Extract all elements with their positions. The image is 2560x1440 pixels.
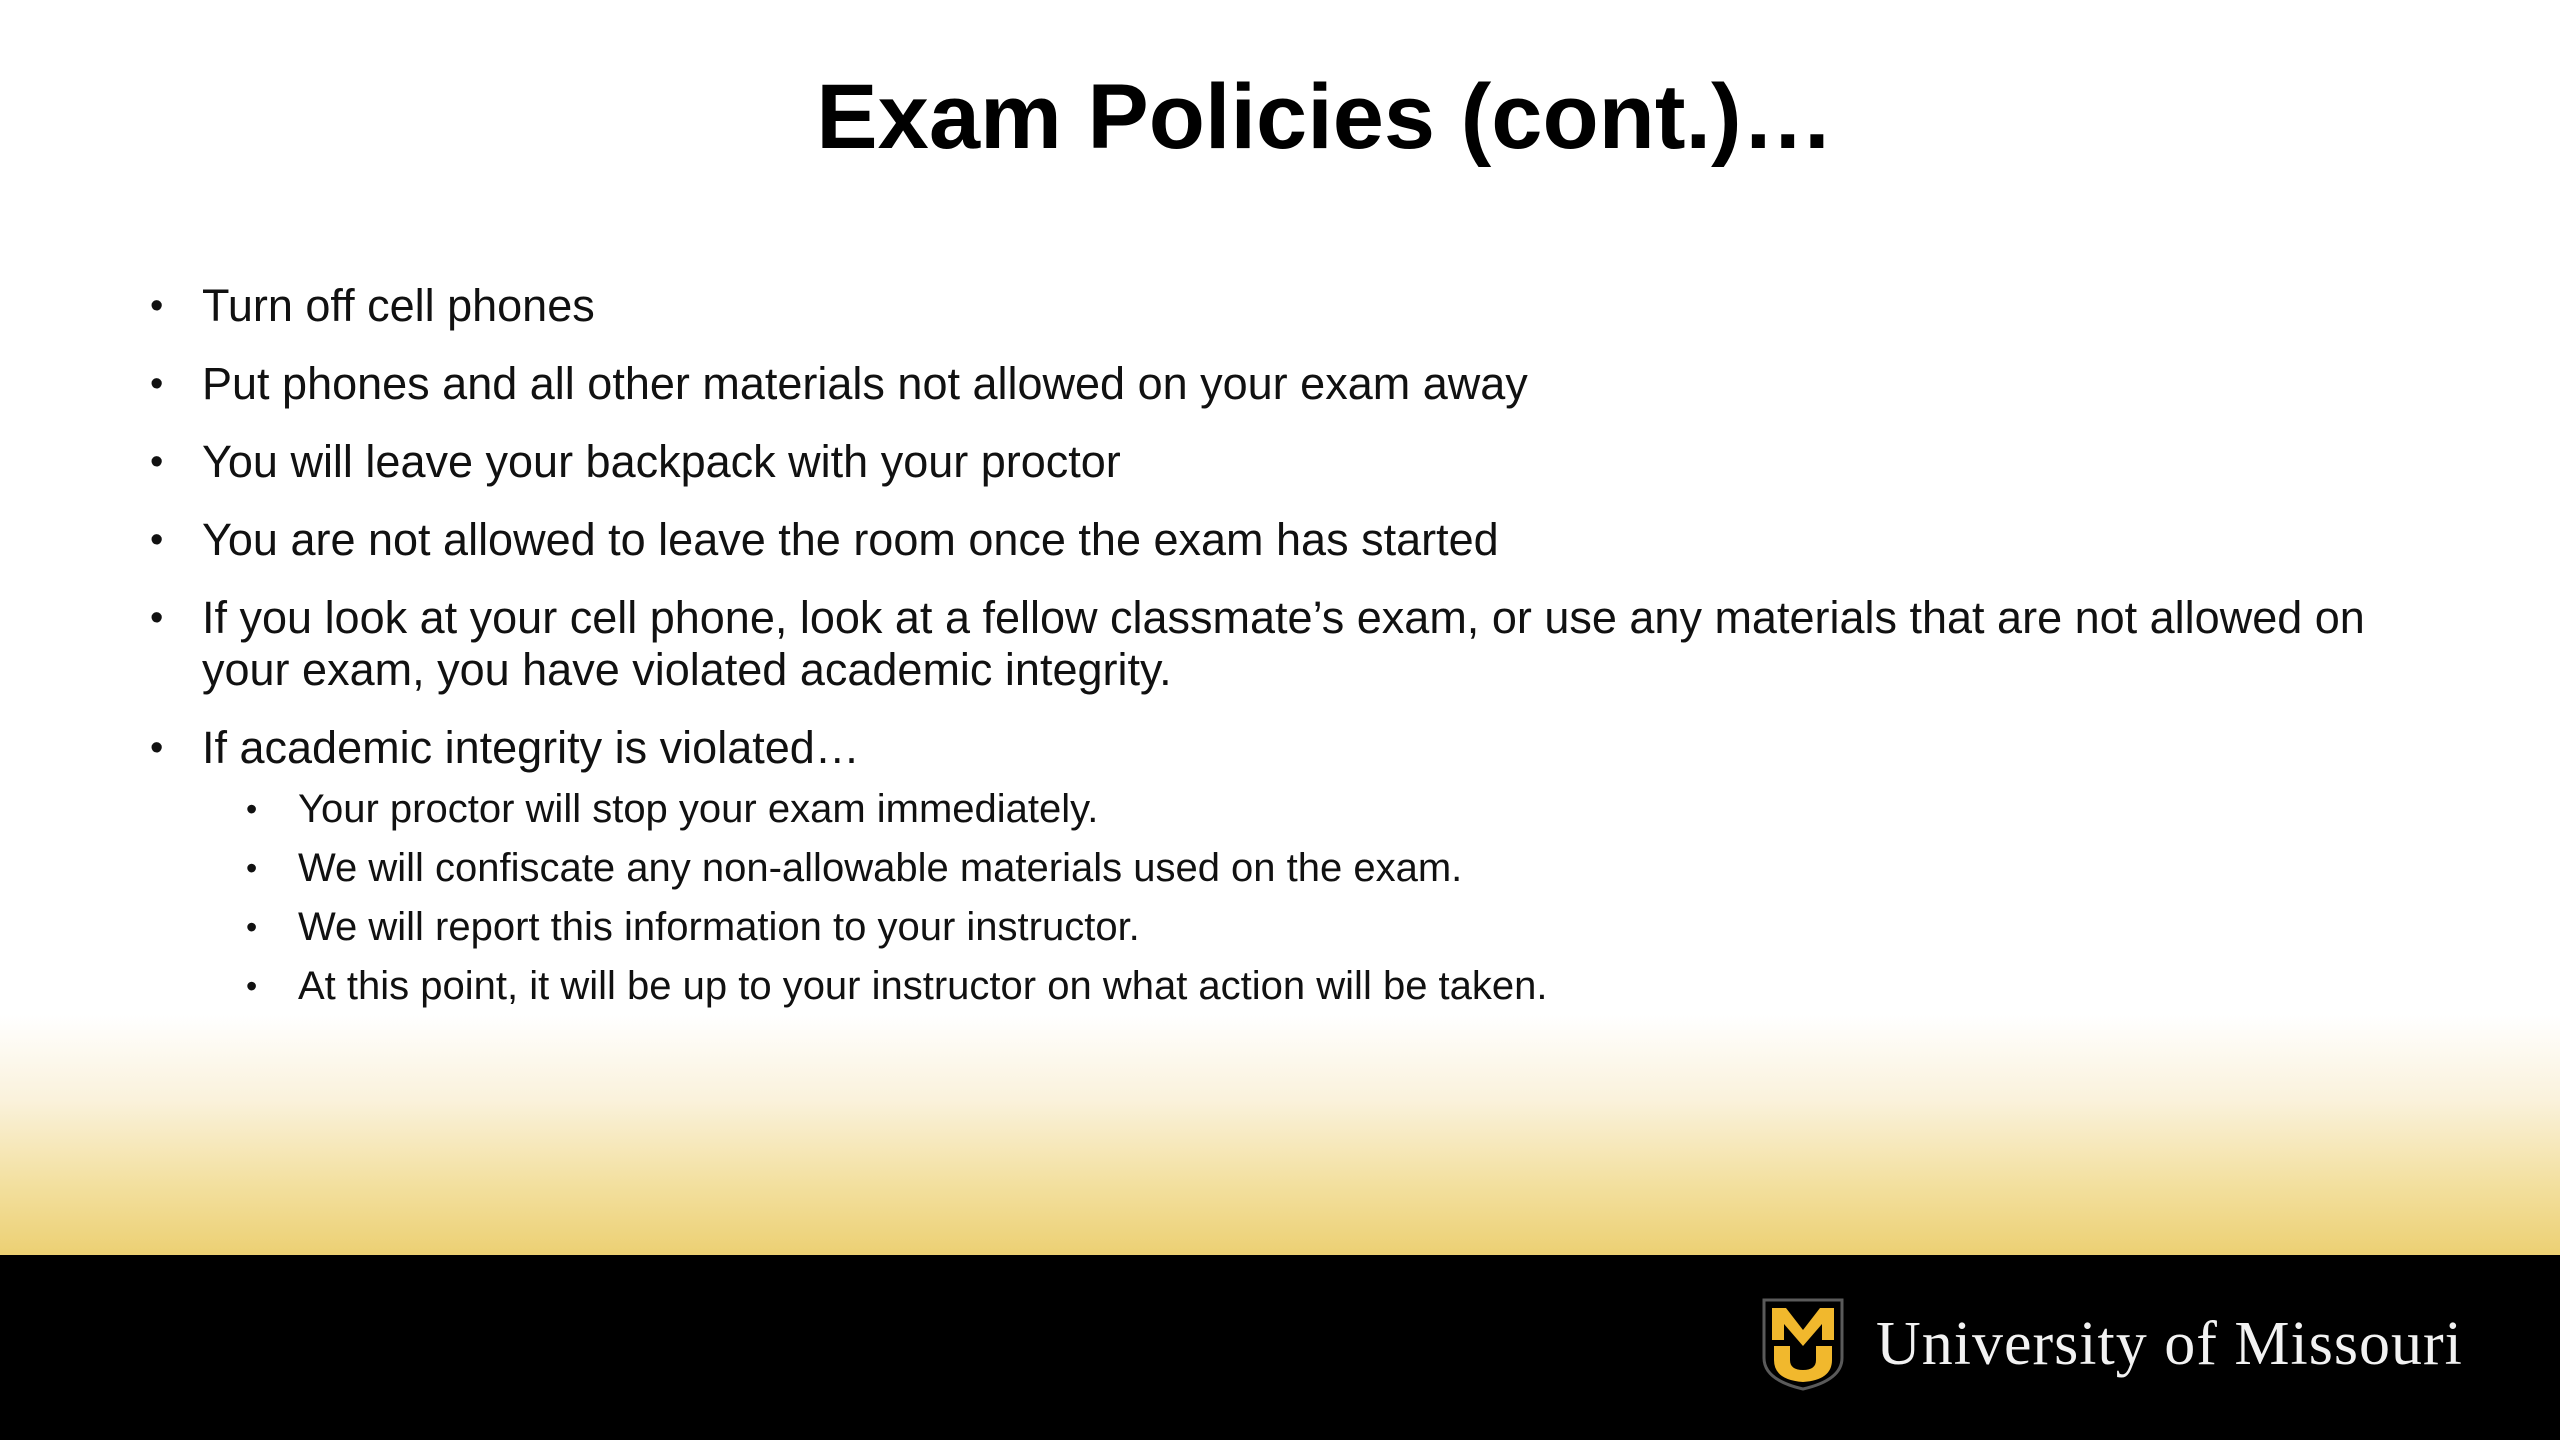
- list-item: [150, 592, 2460, 696]
- list-item: [150, 436, 2460, 488]
- sub-list-item-text: At this point, it will be up to your instructor on what action will be taken.: [298, 964, 1548, 1008]
- mu-shield-logo-icon: [1760, 1296, 1846, 1392]
- university-logo: [1760, 1296, 2463, 1392]
- list-item-text: You will leave your backpack with your proctor: [202, 436, 1121, 487]
- list-item-text: If you look at your cell phone, look at a fellow classmate’s exam, or use any materials that are not allowed on your exam, you have violated academic integrity.: [202, 592, 2365, 695]
- list-item-text: If academic integrity is violated…: [202, 722, 860, 773]
- bullet-icon: •: [246, 968, 258, 1004]
- sub-list-item: [246, 784, 2460, 834]
- bullet-icon: •: [150, 597, 164, 639]
- bullet-icon: •: [246, 850, 258, 886]
- bullet-icon: •: [246, 909, 258, 945]
- list-item: [150, 358, 2460, 410]
- list-item: [150, 514, 2460, 566]
- list-item-text: Turn off cell phones: [202, 280, 595, 331]
- bullet-list: [150, 280, 2460, 1011]
- bullet-icon: •: [150, 285, 164, 327]
- sub-bullet-list: [202, 784, 2460, 1011]
- sub-list-item: [246, 843, 2460, 893]
- bullet-icon: •: [150, 519, 164, 561]
- list-item: [150, 280, 2460, 332]
- list-item-text: You are not allowed to leave the room once the exam has started: [202, 514, 1499, 565]
- bullet-icon: •: [246, 791, 258, 827]
- sub-list-item: [246, 902, 2460, 952]
- sub-list-item-text: We will confiscate any non-allowable materials used on the exam.: [298, 846, 1463, 890]
- bullet-icon: •: [150, 363, 164, 405]
- sub-list-item-text: Your proctor will stop your exam immediately.: [298, 787, 1099, 831]
- list-item: [150, 722, 2460, 1011]
- list-item-text: Put phones and all other materials not allowed on your exam away: [202, 358, 1528, 409]
- gold-gradient-band: [0, 1015, 2560, 1255]
- sub-list-item: [246, 961, 2460, 1011]
- bullet-icon: •: [150, 727, 164, 769]
- sub-list-item-text: We will report this information to your instructor.: [298, 905, 1140, 949]
- bullet-list-container: [150, 280, 2460, 1037]
- slide-title: Exam Policies (cont.)…: [816, 66, 1834, 168]
- university-name: University of Missouri: [1876, 1309, 2463, 1378]
- bullet-icon: •: [150, 441, 164, 483]
